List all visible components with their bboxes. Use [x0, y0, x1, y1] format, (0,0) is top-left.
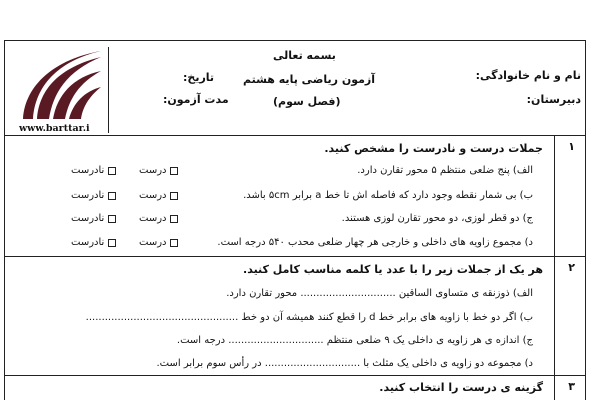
bismillah: بسمه تعالی — [273, 49, 336, 62]
question-title: گزینه ی درست را انتخاب کنید. — [379, 381, 543, 394]
checkbox[interactable] — [170, 215, 178, 223]
question-number: ۳ — [568, 380, 575, 393]
statement-c: ج) دو قطر لوزی، دو محور تقارن لوزی هستند. — [341, 213, 533, 224]
logo-swoosh-icon — [15, 49, 105, 123]
duration-label: مدت آزمون: — [163, 93, 229, 106]
checkbox[interactable] — [108, 239, 116, 247]
statement-d: د) مجموع زاویه های داخلی و خارجی هر چهار ضلعی محدب ۵۴۰ درجه است. — [217, 237, 533, 248]
question-number-column — [554, 376, 585, 400]
fill-blank-c: ج) اندازه ی هر زاویه ی داخلی یک ۹ ضلعی منتظم .............................. درجه است. — [176, 335, 533, 346]
name-label: نام و نام خانوادگی: — [475, 69, 581, 82]
checkbox[interactable] — [170, 239, 178, 247]
true-option[interactable]: درست — [139, 213, 178, 224]
logo-url: www.barttar.i — [19, 123, 90, 134]
exam-chapter: (فصل سوم) — [273, 95, 341, 108]
date-label: تاریخ: — [183, 71, 215, 84]
statement-a: الف) پنج ضلعی منتظم ۵ محور تقارن دارد. — [357, 165, 533, 176]
question-number-column — [554, 136, 585, 256]
question-number: ۲ — [568, 261, 575, 274]
checkbox[interactable] — [108, 215, 116, 223]
checkbox[interactable] — [108, 192, 116, 200]
school-label: دبیرستان: — [526, 93, 581, 106]
checkbox[interactable] — [170, 167, 178, 175]
fill-blank-b: ب) اگر دو خط با زاویه های برابر خط d را قطع کنند همیشه آن دو خط ................................................ — [85, 312, 533, 323]
fill-blank-d: د) مجموعه دو زاویه ی داخلی یک مثلث با .............................. در رأس سوم برابر است. — [156, 358, 533, 369]
question-1 — [4, 136, 586, 257]
statement-b: ب) بی شمار نقطه وجود دارد که فاصله اش تا خط a برابر ۵cm باشد. — [243, 190, 533, 201]
fill-blank-a: الف) ذوزنقه ی متساوی الساقین .............................. محور تقارن دارد. — [226, 288, 533, 299]
exam-title: آزمون ریاضی پایه هشتم — [243, 73, 376, 86]
question-number-column — [554, 257, 585, 375]
true-option[interactable]: درست — [139, 190, 178, 201]
question-number: ۱ — [568, 140, 575, 153]
false-option[interactable]: نادرست — [71, 165, 116, 176]
true-option[interactable]: درست — [139, 165, 178, 176]
question-title: هر یک از جملات زیر را با عدد یا کلمه مناسب کامل کنید. — [243, 263, 543, 276]
exam-header — [4, 40, 586, 136]
barttar-logo — [13, 47, 109, 133]
question-2 — [4, 257, 586, 376]
question-3 — [4, 376, 586, 400]
false-option[interactable]: نادرست — [71, 213, 116, 224]
false-option[interactable]: نادرست — [71, 237, 116, 248]
true-option[interactable]: درست — [139, 237, 178, 248]
false-option[interactable]: نادرست — [71, 190, 116, 201]
checkbox[interactable] — [108, 167, 116, 175]
checkbox[interactable] — [170, 192, 178, 200]
question-title: جملات درست و نادرست را مشخص کنید. — [324, 142, 543, 155]
